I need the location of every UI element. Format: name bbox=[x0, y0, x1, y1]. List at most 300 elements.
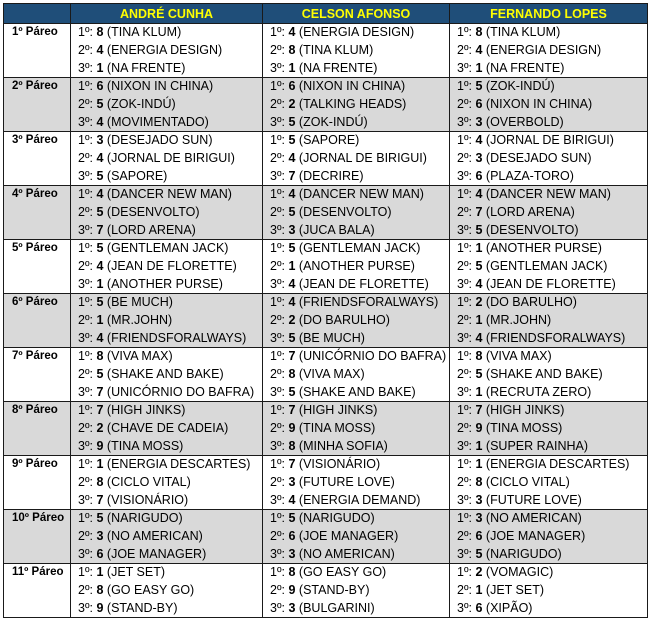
horse-number: 1 bbox=[475, 312, 483, 327]
finish-position: 1º: bbox=[78, 25, 93, 39]
horse-number: 7 bbox=[96, 384, 104, 399]
pick-cell-andre-cunha bbox=[71, 528, 263, 546]
horse-number: 9 bbox=[96, 600, 104, 615]
race-group bbox=[4, 348, 648, 402]
horse-name: (VOMAGIC) bbox=[485, 565, 554, 579]
pick-cell-celson-afonso bbox=[263, 114, 450, 132]
pick-cell-andre-cunha bbox=[71, 582, 263, 600]
pick-cell-andre-cunha bbox=[71, 78, 263, 96]
pick-cell-fernando-lopes bbox=[450, 150, 648, 168]
pick-cell-fernando-lopes bbox=[450, 240, 648, 258]
finish-position: 2º: bbox=[270, 150, 285, 165]
horse-name: (FRIENDSFORALWAYS) bbox=[485, 330, 626, 345]
race-label: 3º Páreo bbox=[4, 132, 71, 150]
finish-position: 2º: bbox=[457, 312, 472, 327]
horse-name: (TINA KLUM) bbox=[106, 25, 182, 39]
finish-position: 1º: bbox=[78, 295, 93, 309]
race-label bbox=[4, 258, 71, 276]
finish-position: 1º: bbox=[457, 457, 472, 471]
finish-position: 2º: bbox=[78, 366, 93, 381]
horse-number: 4 bbox=[96, 258, 104, 273]
race-label bbox=[4, 330, 71, 348]
finish-position: 3º: bbox=[457, 492, 472, 507]
finish-position: 1º: bbox=[457, 295, 472, 309]
horse-number: 5 bbox=[96, 204, 104, 219]
race-label bbox=[4, 582, 71, 600]
finish-position: 2º: bbox=[78, 528, 93, 543]
horse-name: (DO BARULHO) bbox=[298, 312, 390, 327]
horse-number: 1 bbox=[96, 565, 104, 579]
pick-cell-andre-cunha bbox=[71, 168, 263, 186]
horse-number: 5 bbox=[475, 258, 483, 273]
race-label bbox=[4, 276, 71, 294]
pick-cell-celson-afonso bbox=[263, 42, 450, 60]
pick-cell-fernando-lopes bbox=[450, 582, 648, 600]
horse-number: 4 bbox=[475, 330, 483, 345]
horse-number: 5 bbox=[96, 96, 104, 111]
horse-number: 8 bbox=[96, 474, 104, 489]
horse-name: (TINA KLUM) bbox=[298, 42, 374, 57]
horse-name: (ANOTHER PURSE) bbox=[485, 241, 602, 255]
pick-cell-andre-cunha bbox=[71, 240, 263, 258]
race-label: 5º Páreo bbox=[4, 240, 71, 258]
horse-name: (UNICÓRNIO DO BAFRA) bbox=[106, 384, 255, 399]
table-row bbox=[4, 42, 648, 60]
pick-cell-celson-afonso bbox=[263, 222, 450, 240]
pick-cell-celson-afonso bbox=[263, 132, 450, 150]
horse-name: (ENERGIA DESIGN) bbox=[298, 25, 415, 39]
horse-number: 6 bbox=[475, 168, 483, 183]
horse-name: (XIPÃO) bbox=[485, 600, 533, 615]
finish-position: 3º: bbox=[270, 384, 285, 399]
horse-number: 8 bbox=[288, 438, 296, 453]
horse-number: 5 bbox=[475, 366, 483, 381]
table-row bbox=[4, 474, 648, 492]
race-group bbox=[4, 294, 648, 348]
finish-position: 1º: bbox=[78, 457, 93, 471]
pick-cell-andre-cunha bbox=[71, 294, 263, 312]
pick-cell-celson-afonso bbox=[263, 78, 450, 96]
pick-cell-andre-cunha bbox=[71, 24, 263, 42]
pick-cell-fernando-lopes bbox=[450, 402, 648, 420]
finish-position: 3º: bbox=[270, 438, 285, 453]
horse-number: 7 bbox=[96, 222, 104, 237]
finish-position: 1º: bbox=[270, 511, 285, 525]
horse-number: 1 bbox=[475, 582, 483, 597]
pick-cell-celson-afonso bbox=[263, 240, 450, 258]
horse-number: 8 bbox=[475, 474, 483, 489]
table-row bbox=[4, 96, 648, 114]
horse-number: 9 bbox=[475, 420, 483, 435]
horse-name: (NA FRENTE) bbox=[485, 60, 565, 75]
pick-cell-andre-cunha bbox=[71, 150, 263, 168]
horse-name: (PLAZA-TORO) bbox=[485, 168, 574, 183]
race-label: 4º Páreo bbox=[4, 186, 71, 204]
finish-position: 3º: bbox=[457, 168, 472, 183]
table-row bbox=[4, 168, 648, 186]
finish-position: 2º: bbox=[457, 582, 472, 597]
pick-cell-celson-afonso bbox=[263, 24, 450, 42]
horse-number: 5 bbox=[475, 546, 483, 561]
pick-cell-fernando-lopes bbox=[450, 510, 648, 528]
race-group bbox=[4, 240, 648, 294]
horse-name: (ENERGIA DEMAND) bbox=[298, 492, 421, 507]
finish-position: 1º: bbox=[270, 241, 285, 255]
horse-name: (DANCER NEW MAN) bbox=[298, 187, 424, 201]
finish-position: 2º: bbox=[78, 150, 93, 165]
finish-position: 2º: bbox=[457, 96, 472, 111]
horse-name: (STAND-BY) bbox=[106, 600, 178, 615]
table-row bbox=[4, 150, 648, 168]
horse-name: (DECRIRE) bbox=[298, 168, 364, 183]
horse-number: 1 bbox=[288, 60, 296, 75]
column-header-andre-cunha: ANDRÉ CUNHA bbox=[71, 4, 263, 24]
race-label bbox=[4, 168, 71, 186]
horse-name: (JET SET) bbox=[485, 582, 545, 597]
horse-number: 9 bbox=[96, 438, 104, 453]
finish-position: 3º: bbox=[270, 546, 285, 561]
finish-position: 3º: bbox=[78, 168, 93, 183]
finish-position: 1º: bbox=[78, 133, 93, 147]
horse-name: (ENERGIA DESCARTES) bbox=[106, 457, 251, 471]
race-label bbox=[4, 600, 71, 618]
race-label bbox=[4, 546, 71, 564]
horse-name: (DESENVOLTO) bbox=[485, 222, 579, 237]
finish-position: 1º: bbox=[78, 241, 93, 255]
pick-cell-andre-cunha bbox=[71, 402, 263, 420]
pick-cell-fernando-lopes bbox=[450, 276, 648, 294]
horse-name: (BE MUCH) bbox=[106, 295, 173, 309]
horse-name: (VISIONÁRIO) bbox=[106, 492, 189, 507]
horse-name: (UNICÓRNIO DO BAFRA) bbox=[298, 349, 447, 363]
finish-position: 3º: bbox=[78, 384, 93, 399]
finish-position: 2º: bbox=[270, 96, 285, 111]
horse-name: (GO EASY GO) bbox=[298, 565, 387, 579]
horse-number: 4 bbox=[288, 295, 296, 309]
finish-position: 2º: bbox=[270, 420, 285, 435]
pick-cell-celson-afonso bbox=[263, 384, 450, 402]
finish-position: 3º: bbox=[78, 60, 93, 75]
finish-position: 3º: bbox=[78, 438, 93, 453]
pick-cell-andre-cunha bbox=[71, 330, 263, 348]
horse-number: 3 bbox=[475, 511, 483, 525]
horse-name: (NIXON IN CHINA) bbox=[485, 96, 593, 111]
pick-cell-celson-afonso bbox=[263, 582, 450, 600]
horse-number: 5 bbox=[96, 241, 104, 255]
finish-position: 1º: bbox=[457, 133, 472, 147]
horse-name: (CHAVE DE CADEIA) bbox=[106, 420, 229, 435]
pick-cell-andre-cunha bbox=[71, 222, 263, 240]
pick-cell-fernando-lopes bbox=[450, 492, 648, 510]
horse-name: (FUTURE LOVE) bbox=[298, 474, 395, 489]
horse-number: 5 bbox=[475, 79, 483, 93]
horse-number: 4 bbox=[96, 187, 104, 201]
horse-number: 8 bbox=[96, 25, 104, 39]
pick-cell-andre-cunha bbox=[71, 420, 263, 438]
horse-name: (ENERGIA DESIGN) bbox=[106, 42, 223, 57]
horse-name: (MR.JOHN) bbox=[106, 312, 173, 327]
horse-number: 7 bbox=[288, 349, 296, 363]
corner-header-cell bbox=[4, 4, 71, 24]
race-label bbox=[4, 204, 71, 222]
horse-number: 4 bbox=[288, 187, 296, 201]
finish-position: 2º: bbox=[270, 204, 285, 219]
horse-number: 1 bbox=[475, 457, 483, 471]
column-header-fernando-lopes: FERNANDO LOPES bbox=[450, 4, 648, 24]
pick-cell-andre-cunha bbox=[71, 564, 263, 582]
table-row bbox=[4, 384, 648, 402]
horse-number: 1 bbox=[475, 438, 483, 453]
pick-cell-andre-cunha bbox=[71, 186, 263, 204]
pick-cell-celson-afonso bbox=[263, 204, 450, 222]
horse-name: (SUPER RAINHA) bbox=[485, 438, 589, 453]
horse-name: (VIVA MAX) bbox=[106, 349, 173, 363]
finish-position: 2º: bbox=[78, 312, 93, 327]
race-label bbox=[4, 528, 71, 546]
finish-position: 2º: bbox=[457, 42, 472, 57]
horse-name: (VIVA MAX) bbox=[298, 366, 365, 381]
horse-number: 4 bbox=[96, 150, 104, 165]
finish-position: 2º: bbox=[457, 528, 472, 543]
horse-name: (NO AMERICAN) bbox=[485, 511, 582, 525]
race-label bbox=[4, 420, 71, 438]
horse-name: (ZOK-INDÚ) bbox=[106, 96, 176, 111]
finish-position: 1º: bbox=[78, 349, 93, 363]
pick-cell-fernando-lopes bbox=[450, 78, 648, 96]
horse-name: (JEAN DE FLORETTE) bbox=[485, 276, 616, 291]
pick-cell-celson-afonso bbox=[263, 330, 450, 348]
pick-cell-andre-cunha bbox=[71, 348, 263, 366]
horse-number: 5 bbox=[96, 511, 104, 525]
horse-name: (MR.JOHN) bbox=[485, 312, 552, 327]
pick-cell-celson-afonso bbox=[263, 150, 450, 168]
horse-name: (VISIONÁRIO) bbox=[298, 457, 381, 471]
pick-cell-celson-afonso bbox=[263, 402, 450, 420]
pick-cell-fernando-lopes bbox=[450, 222, 648, 240]
horse-number: 5 bbox=[288, 241, 296, 255]
pick-cell-andre-cunha bbox=[71, 456, 263, 474]
finish-position: 1º: bbox=[78, 565, 93, 579]
horse-name: (STAND-BY) bbox=[298, 582, 370, 597]
horse-number: 2 bbox=[288, 312, 296, 327]
race-group bbox=[4, 78, 648, 132]
pick-cell-fernando-lopes bbox=[450, 474, 648, 492]
race-label: 6º Páreo bbox=[4, 294, 71, 312]
horse-number: 1 bbox=[96, 312, 104, 327]
horse-name: (OVERBOLD) bbox=[485, 114, 564, 129]
race-group bbox=[4, 24, 648, 78]
finish-position: 3º: bbox=[270, 114, 285, 129]
race-label: 11º Páreo bbox=[4, 564, 71, 582]
horse-number: 4 bbox=[475, 133, 483, 147]
horse-number: 8 bbox=[288, 565, 296, 579]
finish-position: 2º: bbox=[270, 582, 285, 597]
horse-number: 4 bbox=[288, 25, 296, 39]
race-label bbox=[4, 96, 71, 114]
table-row bbox=[4, 456, 648, 474]
race-label bbox=[4, 150, 71, 168]
race-group bbox=[4, 186, 648, 240]
finish-position: 1º: bbox=[457, 511, 472, 525]
horse-name: (TINA KLUM) bbox=[485, 25, 561, 39]
pick-cell-fernando-lopes bbox=[450, 60, 648, 78]
finish-position: 2º: bbox=[457, 366, 472, 381]
finish-position: 3º: bbox=[457, 600, 472, 615]
pick-cell-fernando-lopes bbox=[450, 24, 648, 42]
finish-position: 3º: bbox=[78, 114, 93, 129]
pick-cell-fernando-lopes bbox=[450, 456, 648, 474]
pick-cell-fernando-lopes bbox=[450, 168, 648, 186]
finish-position: 3º: bbox=[78, 276, 93, 291]
horse-number: 7 bbox=[96, 403, 104, 417]
header-row bbox=[4, 4, 648, 24]
horse-name: (DANCER NEW MAN) bbox=[485, 187, 611, 201]
finish-position: 3º: bbox=[270, 600, 285, 615]
horse-name: (DANCER NEW MAN) bbox=[106, 187, 232, 201]
column-header-celson-afonso: CELSON AFONSO bbox=[263, 4, 450, 24]
pick-cell-andre-cunha bbox=[71, 474, 263, 492]
horse-name: (MINHA SOFIA) bbox=[298, 438, 388, 453]
race-label: 10º Páreo bbox=[4, 510, 71, 528]
finish-position: 1º: bbox=[270, 25, 285, 39]
pick-cell-andre-cunha bbox=[71, 276, 263, 294]
finish-position: 2º: bbox=[270, 42, 285, 57]
pick-cell-fernando-lopes bbox=[450, 294, 648, 312]
horse-name: (DESENVOLTO) bbox=[298, 204, 392, 219]
horse-name: (ZOK-INDÚ) bbox=[485, 79, 555, 93]
horse-number: 8 bbox=[96, 349, 104, 363]
horse-name: (FUTURE LOVE) bbox=[485, 492, 582, 507]
race-group bbox=[4, 456, 648, 510]
horse-number: 4 bbox=[475, 276, 483, 291]
horse-number: 1 bbox=[475, 384, 483, 399]
horse-number: 4 bbox=[288, 150, 296, 165]
horse-number: 8 bbox=[475, 349, 483, 363]
finish-position: 3º: bbox=[457, 60, 472, 75]
horse-name: (DESEJADO SUN) bbox=[485, 150, 592, 165]
pick-cell-andre-cunha bbox=[71, 132, 263, 150]
horse-number: 1 bbox=[96, 276, 104, 291]
pick-cell-fernando-lopes bbox=[450, 114, 648, 132]
race-group bbox=[4, 132, 648, 186]
horse-number: 7 bbox=[475, 204, 483, 219]
horse-number: 5 bbox=[288, 133, 296, 147]
finish-position: 3º: bbox=[270, 276, 285, 291]
horse-name: (JEAN DE FLORETTE) bbox=[106, 258, 237, 273]
finish-position: 1º: bbox=[457, 403, 472, 417]
pick-cell-celson-afonso bbox=[263, 528, 450, 546]
finish-position: 2º: bbox=[78, 420, 93, 435]
race-group bbox=[4, 510, 648, 564]
table-row bbox=[4, 546, 648, 564]
horse-number: 2 bbox=[288, 96, 296, 111]
pick-cell-andre-cunha bbox=[71, 42, 263, 60]
horse-name: (TINA MOSS) bbox=[298, 420, 376, 435]
pick-cell-fernando-lopes bbox=[450, 420, 648, 438]
race-label: 7º Páreo bbox=[4, 348, 71, 366]
finish-position: 3º: bbox=[270, 222, 285, 237]
horse-name: (GENTLEMAN JACK) bbox=[298, 241, 421, 255]
horse-name: (NO AMERICAN) bbox=[298, 546, 395, 561]
table-row bbox=[4, 510, 648, 528]
pick-cell-celson-afonso bbox=[263, 474, 450, 492]
pick-cell-fernando-lopes bbox=[450, 204, 648, 222]
table-row bbox=[4, 222, 648, 240]
horse-name: (ENERGIA DESIGN) bbox=[485, 42, 602, 57]
horse-number: 5 bbox=[475, 222, 483, 237]
finish-position: 2º: bbox=[78, 42, 93, 57]
finish-position: 3º: bbox=[270, 60, 285, 75]
horse-number: 4 bbox=[288, 492, 296, 507]
finish-position: 1º: bbox=[457, 241, 472, 255]
horse-name: (SAPORE) bbox=[106, 168, 168, 183]
finish-position: 1º: bbox=[457, 25, 472, 39]
pick-cell-celson-afonso bbox=[263, 546, 450, 564]
horse-number: 5 bbox=[96, 366, 104, 381]
horse-name: (TINA MOSS) bbox=[485, 420, 563, 435]
race-label bbox=[4, 222, 71, 240]
finish-position: 1º: bbox=[270, 403, 285, 417]
horse-name: (JUCA BALA) bbox=[298, 222, 375, 237]
race-label: 9º Páreo bbox=[4, 456, 71, 474]
pick-cell-andre-cunha bbox=[71, 438, 263, 456]
pick-cell-fernando-lopes bbox=[450, 348, 648, 366]
table-row bbox=[4, 312, 648, 330]
pick-cell-andre-cunha bbox=[71, 600, 263, 618]
finish-position: 3º: bbox=[457, 114, 472, 129]
horse-number: 3 bbox=[288, 474, 296, 489]
race-label bbox=[4, 42, 71, 60]
horse-name: (ZOK-INDÚ) bbox=[298, 114, 368, 129]
race-group bbox=[4, 564, 648, 618]
pick-cell-fernando-lopes bbox=[450, 564, 648, 582]
pick-cell-celson-afonso bbox=[263, 492, 450, 510]
horse-number: 3 bbox=[475, 114, 483, 129]
horse-number: 3 bbox=[288, 222, 296, 237]
finish-position: 1º: bbox=[457, 79, 472, 93]
race-label bbox=[4, 492, 71, 510]
table-row bbox=[4, 438, 648, 456]
horse-number: 7 bbox=[96, 492, 104, 507]
table-row bbox=[4, 582, 648, 600]
table-row bbox=[4, 60, 648, 78]
pick-cell-celson-afonso bbox=[263, 312, 450, 330]
horse-name: (JORNAL DE BIRIGUI) bbox=[106, 150, 235, 165]
pick-cell-celson-afonso bbox=[263, 168, 450, 186]
finish-position: 1º: bbox=[78, 403, 93, 417]
horse-number: 6 bbox=[475, 528, 483, 543]
horse-name: (GENTLEMAN JACK) bbox=[106, 241, 229, 255]
horse-name: (NARIGUDO) bbox=[485, 546, 562, 561]
horse-number: 3 bbox=[288, 546, 296, 561]
pick-cell-fernando-lopes bbox=[450, 546, 648, 564]
finish-position: 2º: bbox=[78, 582, 93, 597]
table-row bbox=[4, 132, 648, 150]
horse-number: 3 bbox=[96, 133, 104, 147]
horse-name: (TALKING HEADS) bbox=[298, 96, 407, 111]
predictions-table bbox=[3, 3, 648, 618]
horse-number: 3 bbox=[475, 492, 483, 507]
pick-cell-celson-afonso bbox=[263, 186, 450, 204]
pick-cell-fernando-lopes bbox=[450, 186, 648, 204]
finish-position: 1º: bbox=[270, 79, 285, 93]
finish-position: 2º: bbox=[457, 420, 472, 435]
horse-name: (NARIGUDO) bbox=[106, 511, 183, 525]
horse-number: 9 bbox=[288, 582, 296, 597]
horse-number: 6 bbox=[475, 96, 483, 111]
pick-cell-fernando-lopes bbox=[450, 366, 648, 384]
finish-position: 3º: bbox=[457, 384, 472, 399]
